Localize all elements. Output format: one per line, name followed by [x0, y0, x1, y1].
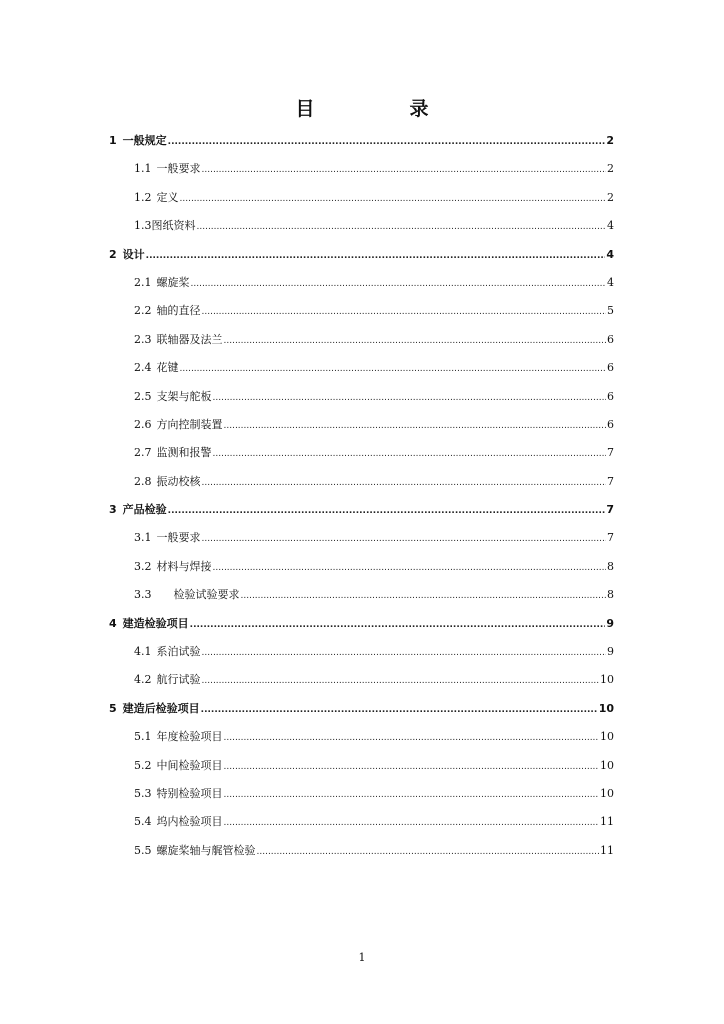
- toc-entry-number: 2.7: [134, 446, 152, 460]
- toc-section-entry[interactable]: [109, 439, 614, 467]
- toc-chapter-entry[interactable]: [109, 127, 614, 155]
- toc-section-entry[interactable]: [109, 297, 614, 325]
- toc-entry-number: 3.1: [134, 531, 152, 545]
- toc-entry-label: 建造检验项目: [122, 616, 189, 630]
- toc-dot-leader: [224, 753, 600, 781]
- toc-entry-label: 一般规定: [122, 134, 167, 147]
- toc-entry-label: 年度检验项目: [156, 730, 223, 744]
- toc-entry-label: 设计: [122, 247, 145, 261]
- toc-entry-label: 一般要求: [156, 531, 201, 545]
- toc-entry-number: 4.2: [134, 673, 152, 687]
- toc-entry-number: 3.3: [134, 588, 152, 602]
- toc-title: 目 录: [295, 98, 467, 120]
- toc-entry-number: 2.8: [134, 474, 152, 488]
- toc-section-entry[interactable]: [109, 354, 614, 382]
- toc-section-entry[interactable]: [109, 837, 614, 865]
- toc-entry-label: 定义: [156, 190, 179, 204]
- toc-section-entry[interactable]: [109, 638, 614, 666]
- toc-entry-label: 联轴器及法兰: [156, 332, 223, 346]
- toc-entry-page: 8: [607, 559, 614, 573]
- toc-dot-leader: [213, 554, 607, 582]
- toc-dot-leader: [202, 667, 600, 695]
- toc-entry-label: 航行试验: [156, 673, 201, 687]
- toc-chapter-entry[interactable]: [109, 496, 614, 524]
- toc-entry-page: 7: [607, 531, 614, 545]
- toc-dot-leader: [202, 156, 607, 184]
- toc-entry-number: 5: [109, 701, 117, 715]
- toc-entry-page: 10: [600, 758, 614, 772]
- toc-entry-number: 2.4: [134, 361, 152, 375]
- toc-entry-number: 2.6: [134, 417, 152, 431]
- toc-entry-label: 花键: [156, 361, 179, 375]
- toc-entry-number: 5.4: [134, 815, 152, 829]
- toc-entry-page: 4: [607, 275, 614, 289]
- toc-entry-number: 5.3: [134, 786, 152, 800]
- toc-entry-page: 6: [607, 332, 614, 346]
- toc-entry-page: 10: [598, 701, 614, 715]
- toc-entry-number: 2.1: [134, 275, 152, 289]
- toc-dot-leader: [202, 639, 607, 667]
- toc-section-entry[interactable]: [109, 468, 614, 496]
- toc-entry-page: 8: [607, 588, 614, 602]
- toc-dot-leader: [202, 525, 607, 553]
- toc-entry-label: 中间检验项目: [156, 758, 223, 772]
- toc-section-entry[interactable]: [109, 808, 614, 836]
- toc-dot-leader: [190, 611, 606, 639]
- toc-dot-leader: [224, 809, 600, 837]
- toc-entry-label: 支架与舵板: [156, 389, 212, 403]
- toc-chapter-entry[interactable]: [109, 610, 614, 638]
- toc-section-entry[interactable]: [109, 524, 614, 552]
- toc-entry-page: 6: [607, 389, 614, 403]
- toc-entry-number: 5.1: [134, 730, 152, 744]
- toc-dot-leader: [241, 582, 607, 610]
- toc-dot-leader: [224, 327, 607, 355]
- toc-dot-leader: [168, 128, 606, 156]
- toc-entry-page: 9: [606, 616, 614, 630]
- toc-section-entry[interactable]: [109, 780, 614, 808]
- toc-entry-page: 2: [607, 190, 614, 204]
- toc-dot-leader: [146, 242, 606, 270]
- toc-entry-number: 1.1: [134, 162, 152, 176]
- toc-section-entry[interactable]: [109, 383, 614, 411]
- toc-section-entry[interactable]: [109, 155, 614, 183]
- toc-entry-page: 7: [607, 474, 614, 488]
- toc-entry-number: 5.2: [134, 758, 152, 772]
- toc-entry-page: 7: [607, 446, 614, 460]
- toc-dot-leader: [213, 384, 607, 412]
- toc-entry-label: 检验试验要求: [173, 588, 240, 602]
- toc-entry-number: 3: [109, 503, 117, 517]
- toc-entry-number: 1: [109, 134, 117, 147]
- toc-entry-label: 振动校核: [156, 474, 201, 488]
- toc-dot-leader: [257, 838, 600, 866]
- toc-entry-page: 7: [606, 503, 614, 517]
- toc-section-entry[interactable]: [109, 723, 614, 751]
- toc-dot-leader: [191, 270, 607, 298]
- toc-entry-page: 9: [607, 645, 614, 659]
- toc-dot-leader: [224, 781, 600, 809]
- toc-entry-page: 11: [600, 843, 614, 857]
- toc-entry-page: 6: [607, 361, 614, 375]
- toc-entry-number: 4.1: [134, 645, 152, 659]
- toc-entry-number: 4: [109, 616, 117, 630]
- toc-dot-leader: [180, 355, 607, 383]
- toc-dot-leader: [168, 497, 606, 525]
- toc-entry-label: 图纸资料: [151, 219, 196, 233]
- toc-entry-label: 特别检验项目: [156, 786, 223, 800]
- toc-section-entry[interactable]: [109, 212, 614, 240]
- toc-entry-number: 5.5: [134, 843, 152, 857]
- toc-entry-label: 轴的直径: [156, 304, 201, 318]
- toc-dot-leader: [201, 696, 598, 724]
- toc-entry-number: 1.3: [134, 219, 152, 233]
- toc-section-entry[interactable]: [109, 553, 614, 581]
- toc-entry-label: 建造后检验项目: [122, 701, 200, 715]
- toc-entry-label: 监测和报警: [156, 446, 212, 460]
- toc-dot-leader: [202, 469, 607, 497]
- toc-entry-number: 2.2: [134, 304, 152, 318]
- toc-entry-page: 6: [607, 417, 614, 431]
- toc-section-entry[interactable]: [109, 184, 614, 212]
- toc-chapter-entry[interactable]: [109, 695, 614, 723]
- toc-entry-label: 方向控制装置: [156, 417, 223, 431]
- toc-section-entry[interactable]: [109, 752, 614, 780]
- toc-section-entry[interactable]: [109, 581, 614, 609]
- toc-dot-leader: [197, 213, 607, 241]
- toc-entry-page: 10: [600, 786, 614, 800]
- toc-entry-page: 4: [607, 219, 614, 233]
- toc-entry-number: 2: [109, 247, 117, 261]
- toc-section-entry[interactable]: [109, 269, 614, 297]
- toc-entry-label: 产品检验: [122, 503, 167, 517]
- toc-dot-leader: [213, 440, 607, 468]
- toc-entry-number: 1.2: [134, 190, 152, 204]
- toc-section-entry[interactable]: [109, 326, 614, 354]
- toc-dot-leader: [202, 298, 607, 326]
- toc-entry-page: 10: [600, 673, 614, 687]
- toc-section-entry[interactable]: [109, 411, 614, 439]
- toc-dot-leader: [224, 724, 600, 752]
- toc-entry-number: 2.5: [134, 389, 152, 403]
- toc-entry-page: 2: [606, 134, 614, 147]
- toc-dot-leader: [180, 185, 607, 213]
- toc-entry-page: 11: [600, 815, 614, 829]
- toc-entry-number: 2.3: [134, 332, 152, 346]
- toc-entry-label: 螺旋桨: [156, 275, 190, 289]
- toc-entry-page: 10: [600, 730, 614, 744]
- toc-entry-page: 4: [606, 247, 614, 261]
- toc-entry-number: 3.2: [134, 559, 152, 573]
- toc-entry-page: 5: [607, 304, 614, 318]
- toc-entry-page: 2: [607, 162, 614, 176]
- toc-section-entry[interactable]: [109, 666, 614, 694]
- toc-entry-label: 材料与焊接: [156, 559, 212, 573]
- toc-dot-leader: [224, 412, 607, 440]
- toc-entry-label: 一般要求: [156, 162, 201, 176]
- toc-entry-label: 坞内检验项目: [156, 815, 223, 829]
- toc-chapter-entry[interactable]: [109, 241, 614, 269]
- table-of-contents: [109, 127, 614, 865]
- toc-entry-label: 螺旋桨轴与艉管检验: [156, 843, 256, 857]
- toc-entry-label: 系泊试验: [156, 645, 201, 659]
- page-number: 1: [358, 951, 366, 964]
